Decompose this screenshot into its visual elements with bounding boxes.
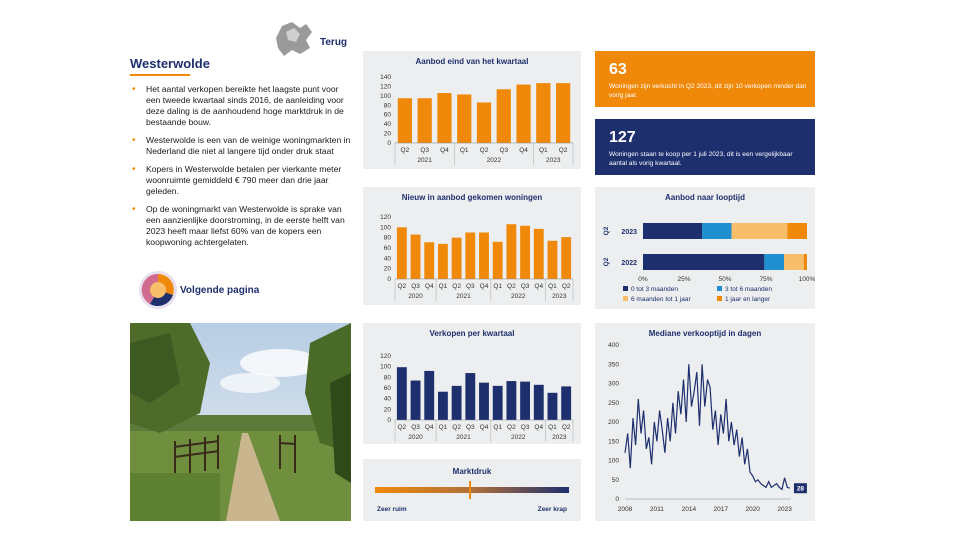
bar bbox=[561, 237, 571, 279]
kpi-for-sale bbox=[595, 119, 815, 175]
y-tick-label: 60 bbox=[383, 111, 391, 119]
bar bbox=[465, 233, 475, 280]
bar-chart-verkopen bbox=[363, 323, 581, 444]
legend-label: 1 jaar en langer bbox=[725, 296, 771, 303]
category-group-label: Q2 bbox=[603, 226, 610, 236]
y-tick-label: 350 bbox=[608, 361, 619, 369]
x-tick-label: Q3 bbox=[411, 424, 420, 431]
x-tick-label: Q4 bbox=[424, 283, 434, 290]
y-tick-label: 40 bbox=[383, 395, 391, 403]
legend-label: 0 tot 3 maanden bbox=[631, 286, 678, 293]
bar bbox=[411, 381, 421, 420]
bar bbox=[424, 242, 434, 279]
legend-label: 3 tot 6 maanden bbox=[725, 286, 772, 293]
legend-label: 6 maanden tot 1 jaar bbox=[631, 296, 691, 303]
group-label: 2022 bbox=[486, 157, 502, 164]
x-tick-label: 2008 bbox=[617, 506, 633, 513]
x-tick-label: Q4 bbox=[479, 283, 489, 290]
kpi-sales bbox=[595, 51, 815, 107]
x-tick-label: Q2 bbox=[479, 147, 489, 154]
bar bbox=[534, 229, 544, 279]
y-tick-label: 100 bbox=[380, 363, 391, 371]
x-tick-label: Q2 bbox=[558, 147, 568, 154]
bar bbox=[497, 89, 511, 143]
x-tick-label: 2020 bbox=[745, 506, 760, 513]
x-tick-label: Q3 bbox=[420, 147, 430, 154]
x-tick-label: Q4 bbox=[440, 147, 449, 154]
category-group-label: Q2 bbox=[603, 257, 610, 267]
y-tick-label: 300 bbox=[608, 380, 619, 388]
y-tick-label: 50 bbox=[611, 476, 619, 484]
x-tick-label: 50% bbox=[718, 276, 732, 283]
bar bbox=[520, 226, 530, 279]
category-label: 2023 bbox=[621, 229, 637, 236]
chart-title: Aanbod eind van het kwartaal bbox=[415, 57, 529, 66]
bar bbox=[477, 102, 491, 143]
bar-chart-aanbod bbox=[363, 51, 581, 169]
x-tick-label: 75% bbox=[759, 276, 773, 283]
gauge-left-label: Zeer ruim bbox=[377, 506, 407, 513]
title-underline bbox=[130, 74, 190, 76]
x-tick-label: Q4 bbox=[534, 283, 544, 290]
x-tick-label: 2017 bbox=[713, 506, 729, 513]
y-tick-label: 0 bbox=[387, 140, 391, 147]
chart-panel-nieuw-aanbod bbox=[363, 187, 581, 305]
x-tick-label: Q1 bbox=[459, 147, 469, 154]
stacked-bar-segment bbox=[643, 254, 764, 270]
bullet-item: • Het aantal verkopen bereikte het laagste punt voor een tweede kwartaal sinds 2016, de aanleiding voor deze daling is de aanhoudend hoge marktdruk in de bestaande bouw. bbox=[130, 84, 352, 128]
group-label: 2023 bbox=[545, 157, 561, 164]
x-tick-label: Q2 bbox=[507, 283, 516, 290]
bar bbox=[506, 224, 516, 279]
legend-swatch bbox=[623, 296, 628, 301]
bar bbox=[561, 386, 571, 420]
kpi-text: Woningen staan te koop per 1 juli 2023, dit is een vergelijkbaar aantal als vorig kwartaal. bbox=[609, 151, 793, 167]
bar bbox=[397, 227, 407, 279]
legend-swatch bbox=[717, 296, 722, 301]
bullet-item: • Westerwolde is een van de weinige woningmarkten in Nederland die niet al langere tijd onder druk staat bbox=[130, 135, 352, 157]
x-tick-label: Q4 bbox=[479, 424, 489, 431]
kpi-text: Woningen zijn verkocht in Q2 2023, dit zijn 10 verkopen minder dan vorig jaar. bbox=[609, 83, 807, 99]
marktdruk-gauge bbox=[363, 459, 581, 521]
y-tick-label: 20 bbox=[383, 130, 391, 138]
x-tick-label: Q3 bbox=[520, 424, 530, 431]
bar bbox=[548, 241, 558, 279]
bar bbox=[556, 83, 570, 143]
bar bbox=[493, 242, 503, 279]
bar bbox=[506, 381, 516, 420]
x-tick-label: 100% bbox=[798, 276, 815, 283]
bar bbox=[534, 385, 544, 420]
x-tick-label: Q2 bbox=[452, 424, 461, 431]
y-tick-label: 0 bbox=[387, 276, 391, 283]
x-tick-label: Q2 bbox=[400, 147, 410, 154]
x-tick-label: 2023 bbox=[777, 506, 792, 513]
x-tick-label: Q2 bbox=[561, 283, 571, 290]
group-label: 2020 bbox=[408, 434, 423, 441]
chart-title: Verkopen per kwartaal bbox=[429, 329, 515, 338]
bullet-item: • Op de woningmarkt van Westerwolde is sprake van een aanzienlijke doorstroming, in de eerste helft van 2023 heeft maar liefst 60% van de kopers een koopwoning achtergelaten. bbox=[130, 204, 352, 248]
x-tick-label: Q3 bbox=[465, 424, 475, 431]
legend-swatch bbox=[623, 286, 628, 291]
y-tick-label: 80 bbox=[383, 234, 391, 242]
bar bbox=[437, 93, 451, 143]
bar bbox=[479, 233, 489, 280]
bar bbox=[411, 235, 421, 279]
y-tick-label: 20 bbox=[383, 406, 391, 414]
y-tick-label: 20 bbox=[383, 265, 391, 273]
gauge-right-label: Zeer krap bbox=[537, 506, 567, 513]
x-tick-label: Q1 bbox=[538, 147, 548, 154]
x-tick-label: 2014 bbox=[681, 506, 697, 513]
x-tick-label: Q3 bbox=[520, 283, 530, 290]
y-tick-label: 100 bbox=[380, 92, 391, 100]
bar bbox=[516, 85, 530, 143]
legend-swatch bbox=[717, 286, 722, 291]
group-label: 2020 bbox=[408, 293, 423, 300]
x-tick-label: Q4 bbox=[519, 147, 528, 154]
y-tick-label: 100 bbox=[608, 457, 619, 465]
stacked-bar-segment bbox=[764, 254, 784, 270]
x-tick-label: 0% bbox=[638, 276, 648, 283]
x-tick-label: Q2 bbox=[397, 424, 407, 431]
landscape-photo bbox=[130, 323, 351, 521]
group-label: 2022 bbox=[510, 434, 526, 441]
group-label: 2022 bbox=[510, 293, 526, 300]
x-tick-label: Q1 bbox=[493, 283, 503, 290]
bar bbox=[479, 383, 489, 420]
x-tick-label: Q3 bbox=[465, 283, 475, 290]
x-tick-label: Q1 bbox=[548, 424, 557, 431]
x-tick-label: Q2 bbox=[507, 424, 516, 431]
y-tick-label: 250 bbox=[608, 399, 619, 407]
bar bbox=[438, 392, 448, 420]
stacked-bar-segment bbox=[804, 254, 807, 270]
y-tick-label: 150 bbox=[608, 438, 619, 446]
bar bbox=[536, 83, 550, 143]
bar bbox=[397, 367, 407, 420]
last-value-label: 28 bbox=[796, 485, 805, 493]
x-tick-label: Q2 bbox=[397, 283, 407, 290]
group-label: 2023 bbox=[552, 434, 567, 441]
stacked-bar-chart-looptijd bbox=[595, 187, 815, 309]
next-page-button[interactable] bbox=[138, 270, 298, 310]
chart-panel-aanbod bbox=[363, 51, 581, 169]
bar bbox=[418, 98, 432, 143]
bar bbox=[438, 244, 448, 279]
kpi-value: 63 bbox=[609, 61, 627, 78]
y-tick-label: 40 bbox=[383, 121, 391, 129]
y-tick-label: 120 bbox=[380, 214, 391, 221]
category-label: 2022 bbox=[621, 260, 637, 267]
y-tick-label: 0 bbox=[615, 496, 619, 503]
stacked-bar-segment bbox=[732, 223, 788, 239]
page-title: Westerwolde bbox=[130, 56, 210, 71]
y-tick-label: 40 bbox=[383, 255, 391, 263]
y-tick-label: 400 bbox=[608, 342, 619, 349]
x-tick-label: Q4 bbox=[534, 424, 544, 431]
group-label: 2021 bbox=[456, 293, 471, 300]
x-tick-label: Q2 bbox=[561, 424, 571, 431]
back-link[interactable]: Terug bbox=[320, 37, 348, 48]
chart-panel-verkooptijd bbox=[595, 323, 815, 521]
x-tick-label: Q4 bbox=[424, 424, 434, 431]
y-tick-label: 80 bbox=[383, 374, 391, 382]
y-tick-label: 100 bbox=[380, 224, 391, 232]
chart-title: Aanbod naar looptijd bbox=[665, 193, 745, 202]
x-tick-label: 2011 bbox=[649, 506, 664, 513]
bullet-list bbox=[130, 84, 352, 255]
y-tick-label: 120 bbox=[380, 353, 391, 360]
bar bbox=[520, 382, 530, 420]
x-tick-label: Q3 bbox=[499, 147, 509, 154]
stacked-bar-segment bbox=[784, 254, 804, 270]
group-label: 2021 bbox=[456, 434, 471, 441]
chart-panel-looptijd bbox=[595, 187, 815, 309]
bar bbox=[465, 373, 475, 420]
x-tick-label: Q2 bbox=[452, 283, 461, 290]
bullet-item: • Kopers in Westerwolde betalen per vierkante meter woonruimte gemiddeld € 790 meer dan drie jaar geleden. bbox=[130, 164, 352, 197]
marktdruk-panel bbox=[363, 459, 581, 521]
y-tick-label: 60 bbox=[383, 245, 391, 252]
next-page-label: Volgende pagina bbox=[180, 285, 260, 296]
bar bbox=[424, 371, 434, 420]
group-label: 2021 bbox=[417, 157, 432, 164]
x-tick-label: Q1 bbox=[438, 283, 448, 290]
region-map-icon bbox=[272, 18, 314, 60]
y-tick-label: 200 bbox=[608, 419, 619, 426]
y-tick-label: 140 bbox=[380, 74, 391, 81]
bar bbox=[493, 386, 503, 420]
marktdruk-title: Marktdruk bbox=[452, 467, 492, 476]
x-tick-label: Q1 bbox=[548, 283, 557, 290]
y-tick-label: 80 bbox=[383, 102, 391, 110]
bar bbox=[548, 393, 558, 420]
chart-title: Nieuw in aanbod gekomen woningen bbox=[401, 193, 543, 202]
y-tick-label: 0 bbox=[387, 417, 391, 424]
chart-panel-verkopen bbox=[363, 323, 581, 444]
x-tick-label: Q1 bbox=[493, 424, 503, 431]
stacked-bar-segment bbox=[787, 223, 807, 239]
gauge-bar bbox=[375, 487, 569, 493]
x-tick-label: Q1 bbox=[438, 424, 448, 431]
stacked-bar-segment bbox=[643, 223, 702, 239]
group-label: 2023 bbox=[552, 293, 567, 300]
bar bbox=[452, 238, 462, 279]
bar-chart-nieuw-aanbod bbox=[363, 187, 581, 305]
bar bbox=[457, 94, 471, 143]
x-tick-label: Q3 bbox=[411, 283, 420, 290]
y-tick-label: 120 bbox=[380, 83, 391, 91]
series-line bbox=[625, 364, 790, 489]
stacked-bar-segment bbox=[702, 223, 732, 239]
x-tick-label: 25% bbox=[677, 276, 691, 283]
bar bbox=[398, 98, 412, 143]
pie-chart-icon bbox=[138, 270, 178, 310]
line-chart-verkooptijd bbox=[595, 323, 815, 521]
y-tick-label: 60 bbox=[383, 385, 391, 392]
kpi-value: 127 bbox=[609, 129, 636, 146]
bar bbox=[452, 386, 462, 420]
chart-title: Mediane verkooptijd in dagen bbox=[648, 329, 762, 338]
